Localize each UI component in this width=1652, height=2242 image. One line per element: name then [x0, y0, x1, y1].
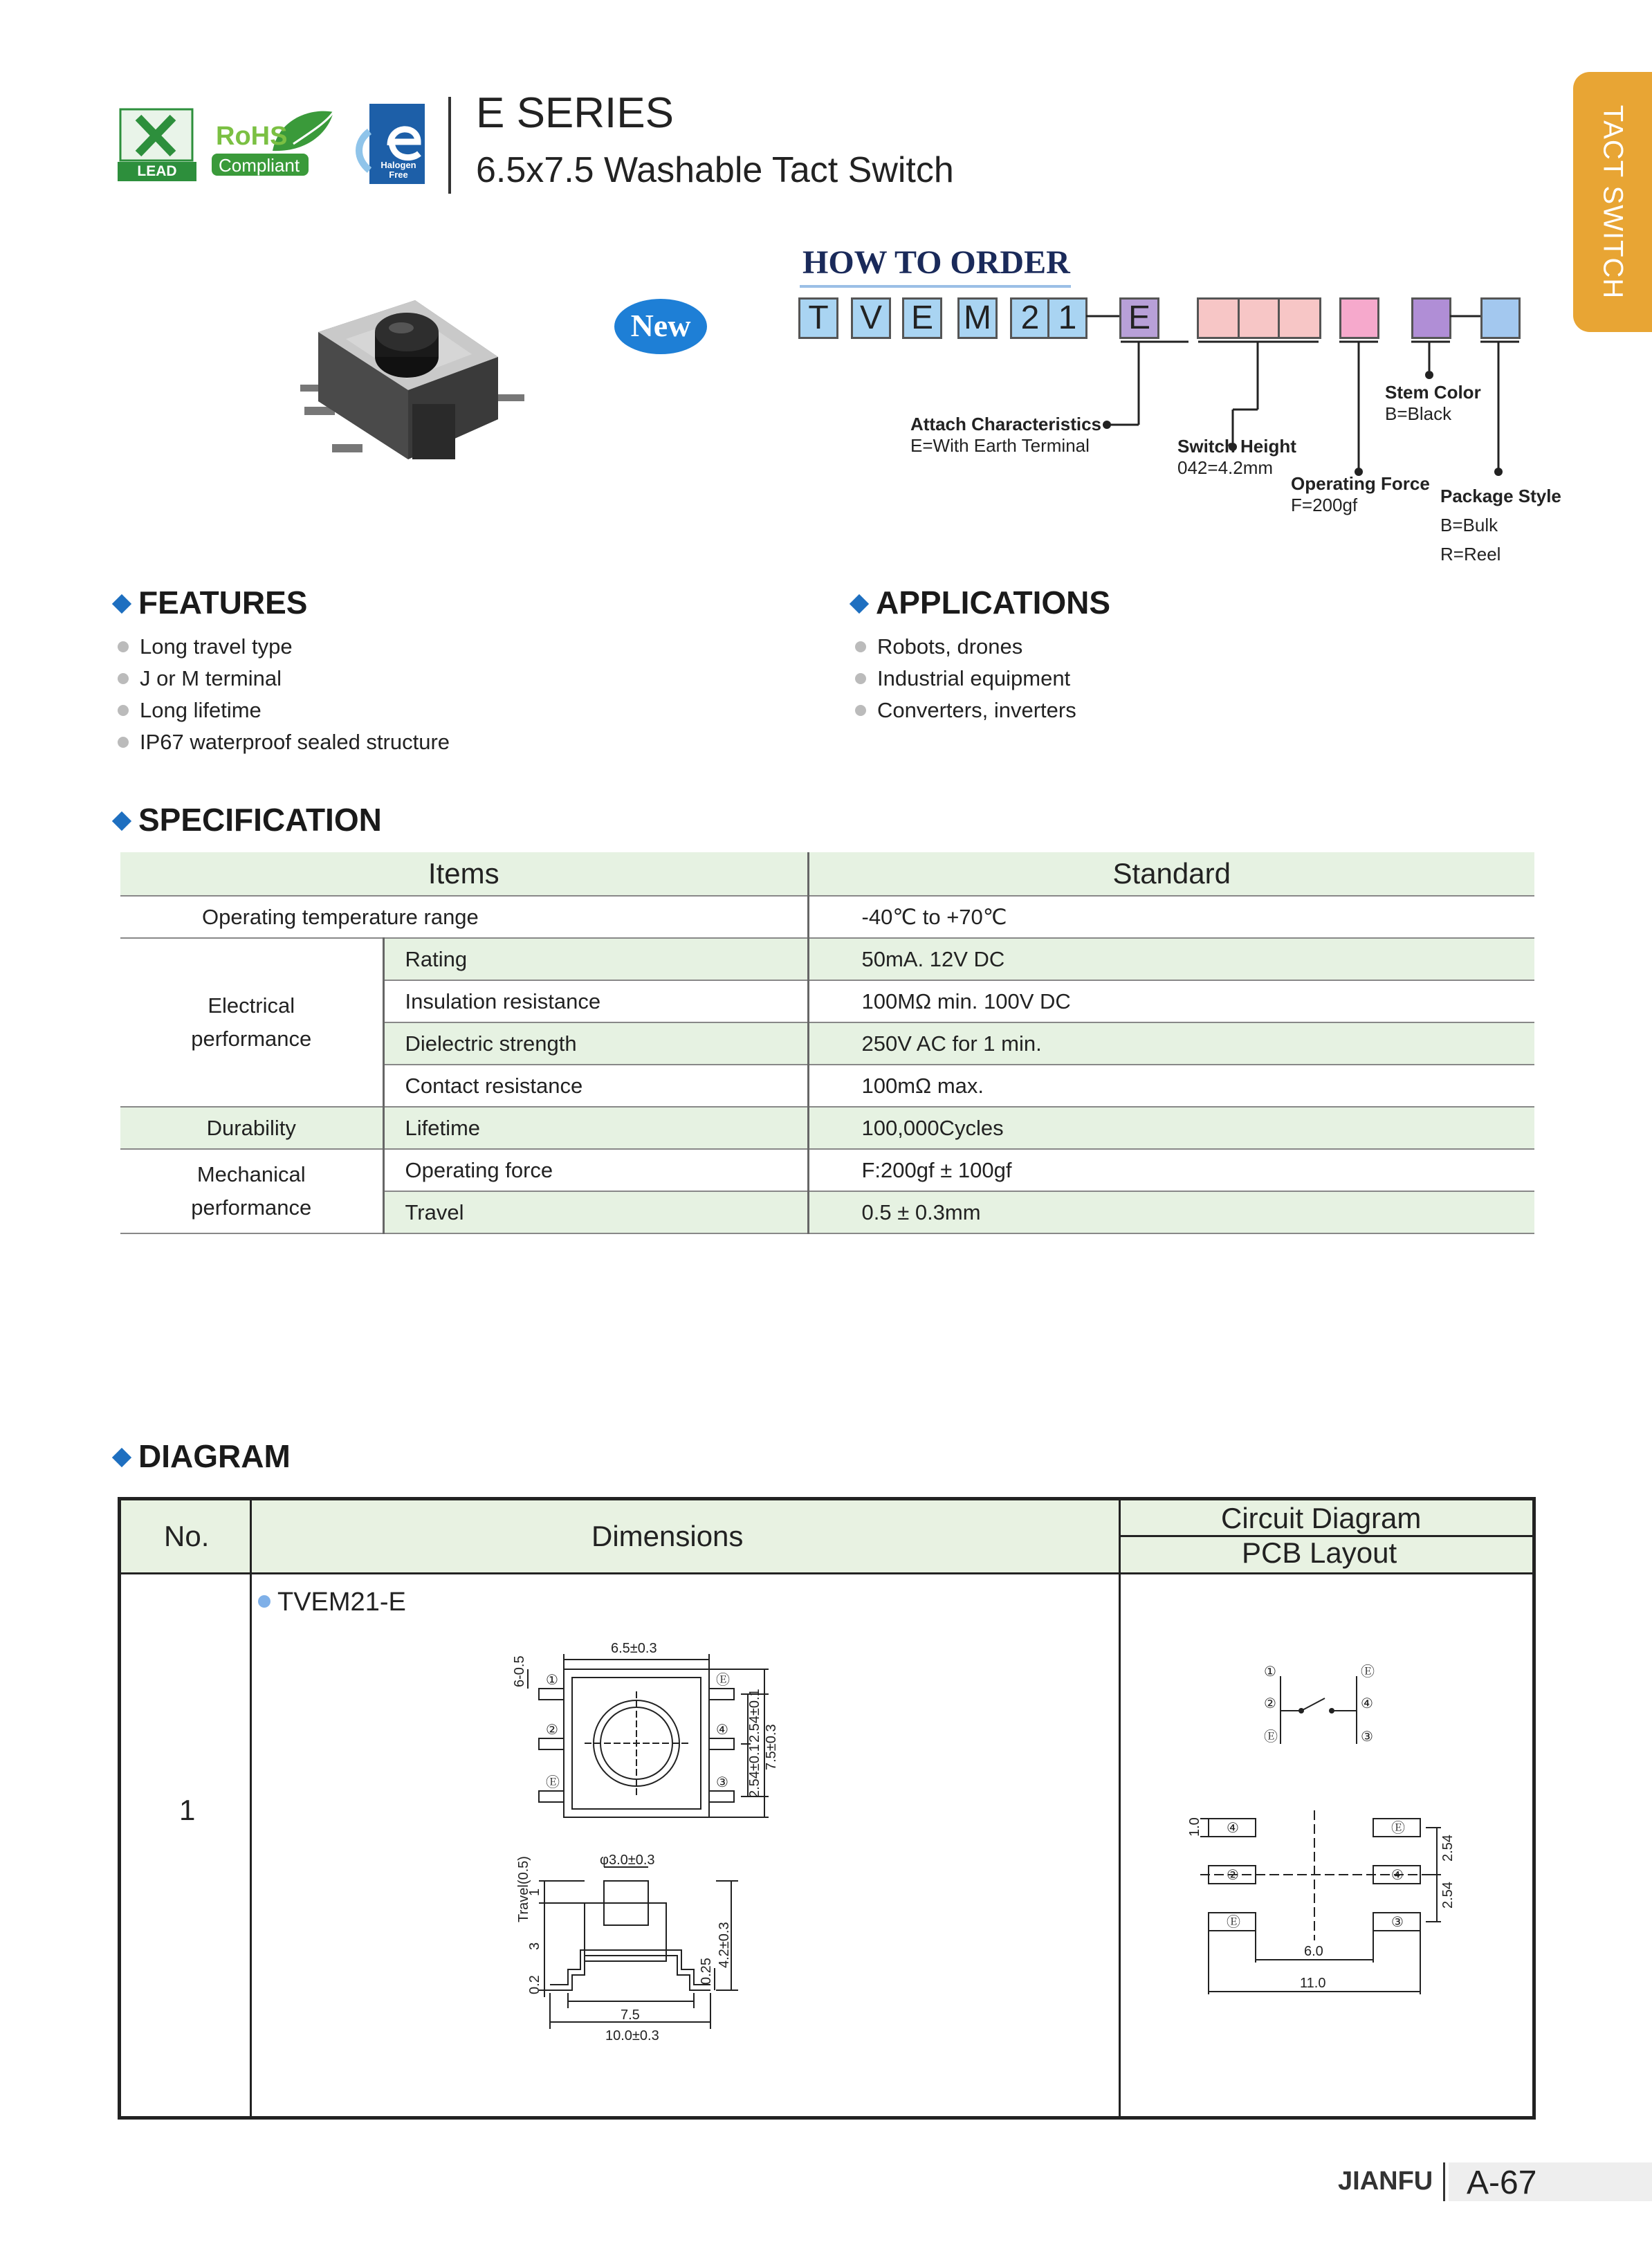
- spec-header-items: Items: [120, 852, 808, 896]
- diagram-header-no: No.: [164, 1520, 210, 1552]
- dim-1: 1: [527, 1888, 542, 1896]
- spec-label: Operating temperature range: [120, 896, 808, 938]
- pcb-dim-pitch-1: 2.54: [1440, 1835, 1456, 1862]
- side-tab-label: TACT SWITCH: [1597, 104, 1628, 300]
- spec-group-durability: Durability: [120, 1107, 383, 1149]
- height-title: Switch Height: [1177, 436, 1296, 457]
- side-view-drawing: [508, 1846, 785, 2075]
- header-divider: [448, 97, 451, 194]
- mechanical-label: Mechanical performance: [191, 1162, 312, 1220]
- rohs-logo: [210, 102, 342, 180]
- list-item: J or M terminal: [118, 663, 450, 695]
- diagram-header-pcb: PCB Layout: [1242, 1536, 1397, 1569]
- list-item: Industrial equipment: [855, 663, 1076, 695]
- applications-title: APPLICATIONS: [876, 585, 1111, 621]
- spec-table: [120, 852, 1534, 1234]
- specification-heading: [115, 801, 382, 838]
- force-title: Operating Force: [1291, 473, 1430, 494]
- circuit-pin: ①: [1264, 1664, 1276, 1680]
- spec-label: Dielectric strength: [383, 1022, 808, 1065]
- dim-0-25: 0.25: [699, 1958, 714, 1985]
- footer-brand: JIANFU: [1338, 2167, 1433, 2196]
- model-bullet-icon: [258, 1595, 270, 1608]
- spec-label: Operating force: [383, 1149, 808, 1191]
- pcb-dim-outer: 11.0: [1300, 1976, 1326, 1991]
- diagram-header-dimensions: Dimensions: [591, 1520, 744, 1552]
- circuit-pin: ②: [1264, 1696, 1276, 1711]
- pin-label: ②: [546, 1722, 558, 1738]
- diagram-header-circuit: Circuit Diagram: [1221, 1502, 1422, 1534]
- spec-value: F:200gf ± 100gf: [808, 1149, 1534, 1191]
- pcb-pin-label: Ⓔ: [1391, 1821, 1405, 1836]
- list-item: Robots, drones: [855, 631, 1076, 663]
- spec-label: Travel: [383, 1191, 808, 1233]
- code-box: T: [798, 297, 838, 339]
- dim-stem: φ3.0±0.3: [600, 1853, 655, 1868]
- new-badge: [614, 299, 707, 354]
- circuit-pin: ③: [1361, 1729, 1373, 1745]
- pcb-pin-label: ③: [1391, 1915, 1404, 1930]
- spec-value: 0.5 ± 0.3mm: [808, 1191, 1534, 1233]
- code-box: 1: [1047, 297, 1087, 339]
- code-box: E: [902, 297, 942, 339]
- package-title: Package Style: [1440, 486, 1561, 506]
- spec-header-standard: Standard: [808, 852, 1534, 896]
- code-box: 2: [1010, 297, 1050, 339]
- diagram-row-number: 1: [179, 1794, 196, 1826]
- list-item: Long travel type: [118, 631, 450, 663]
- rohs-label: RoHS: [216, 122, 288, 151]
- features-title: FEATURES: [138, 585, 308, 621]
- product-image: [291, 291, 526, 477]
- attach-title: Attach Characteristics: [910, 414, 1101, 434]
- dim-height: 4.2±0.3: [717, 1922, 732, 1968]
- halogen-free-logo: [356, 104, 425, 184]
- dim-pitch-2: 2.54±0.1: [747, 1689, 762, 1743]
- footer-page-box: [1449, 2162, 1652, 2201]
- circuit-pin: Ⓔ: [1264, 1729, 1278, 1745]
- pcb-pin-label: ②: [1227, 1868, 1239, 1883]
- spec-value: 250V AC for 1 min.: [808, 1022, 1534, 1065]
- applications-heading: [852, 584, 1110, 621]
- force-value: F=200gf: [1291, 495, 1358, 516]
- series-title: E SERIES: [476, 89, 674, 137]
- footer-page-number: A-67: [1467, 2165, 1537, 2201]
- model-label: [258, 1588, 406, 1617]
- halogen-free-label: Halogen Free: [380, 160, 416, 180]
- top-view-drawing: [508, 1632, 785, 1839]
- spec-value: 50mA. 12V DC: [808, 938, 1534, 980]
- spec-group-electrical: [120, 938, 383, 1107]
- pcb-pin-label: ④: [1227, 1821, 1239, 1836]
- pin-label: ④: [716, 1722, 728, 1738]
- spec-value: 100mΩ max.: [808, 1065, 1534, 1107]
- spec-value: 100,000Cycles: [808, 1107, 1534, 1149]
- pcb-dim-inner: 6.0: [1304, 1944, 1323, 1959]
- stem-value: B=Black: [1385, 403, 1452, 425]
- stem-color-label: [1385, 382, 1481, 425]
- pin-label: ①: [546, 1673, 558, 1688]
- spec-label: Lifetime: [383, 1107, 808, 1149]
- package-style-label: [1440, 481, 1561, 569]
- spec-value: 100MΩ min. 100V DC: [808, 980, 1534, 1022]
- model-name: TVEM21-E: [277, 1588, 406, 1617]
- pcb-pin-label: ④: [1391, 1868, 1404, 1883]
- spec-label: Rating: [383, 938, 808, 980]
- col-divider: [1119, 1500, 1121, 2116]
- pcb-pin-label: Ⓔ: [1227, 1915, 1240, 1930]
- how-to-order-underline: [800, 285, 1071, 288]
- list-item: Long lifetime: [118, 695, 450, 726]
- pin-label: ③: [716, 1775, 728, 1790]
- diagram-title: DIAGRAM: [138, 1438, 291, 1474]
- features-list: [118, 631, 450, 758]
- dim-travel: Travel(0.5): [516, 1856, 531, 1922]
- rohs-compliant-label: Compliant: [219, 155, 300, 176]
- code-box: M: [957, 297, 998, 339]
- pcb-layout: [1173, 1798, 1463, 2005]
- applications-list: [855, 631, 1076, 726]
- new-badge-label: New: [630, 308, 691, 343]
- how-to-order-title: HOW TO ORDER: [802, 244, 1070, 281]
- dim-pitch-1: 2.54±0.1: [747, 1744, 762, 1798]
- code-box: E: [1119, 297, 1159, 339]
- pin-label: Ⓔ: [546, 1775, 560, 1790]
- specification-title: SPECIFICATION: [138, 802, 382, 838]
- list-item: Converters, inverters: [855, 695, 1076, 726]
- circuit-pin: ④: [1361, 1696, 1373, 1711]
- spec-label: Insulation resistance: [383, 980, 808, 1022]
- diagram-table: [118, 1497, 1536, 2120]
- footer-divider: [1443, 2162, 1445, 2201]
- attach-value: E=With Earth Terminal: [910, 435, 1090, 457]
- dim-base: 7.5: [621, 2007, 640, 2023]
- col-divider: [250, 1500, 252, 2116]
- attach-characteristics-label: [910, 414, 1101, 457]
- stem-title: Stem Color: [1385, 382, 1481, 403]
- dim-top-width: 6.5±0.3: [611, 1641, 657, 1656]
- dim-3: 3: [527, 1942, 542, 1950]
- diamond-icon: [112, 1448, 131, 1467]
- electrical-label: Electrical performance: [191, 993, 312, 1051]
- dim-body-height: 7.5±0.3: [764, 1724, 779, 1770]
- list-item: IP67 waterproof sealed structure: [118, 726, 450, 758]
- circuit-diagram: [1228, 1662, 1394, 1766]
- diamond-icon: [112, 594, 131, 614]
- switch-height-label: [1177, 436, 1296, 479]
- diagram-heading: [115, 1437, 291, 1475]
- package-value-reel: R=Reel: [1440, 544, 1501, 564]
- operating-force-label: [1291, 473, 1430, 516]
- spec-value: -40℃ to +70℃: [808, 896, 1534, 938]
- lead-free-label: LEAD FREE: [137, 163, 177, 196]
- lead-free-logo: [118, 108, 196, 196]
- spec-group-mechanical: [120, 1149, 383, 1233]
- product-subtitle: 6.5x7.5 Washable Tact Switch: [476, 150, 954, 190]
- spec-label: Contact resistance: [383, 1065, 808, 1107]
- pcb-dim-pitch-2: 2.54: [1440, 1882, 1456, 1909]
- diamond-icon: [850, 594, 869, 614]
- diamond-icon: [112, 811, 131, 831]
- dim-0-2: 0.2: [527, 1975, 542, 1994]
- features-heading: [115, 584, 308, 621]
- height-value: 042=4.2mm: [1177, 457, 1274, 479]
- code-box: V: [851, 297, 891, 339]
- circuit-pin: Ⓔ: [1361, 1664, 1375, 1680]
- dim-pin-offset: 6-0.5: [512, 1655, 527, 1687]
- dim-overall: 10.0±0.3: [605, 2028, 659, 2043]
- pcb-dim-pin: 1.0: [1187, 1817, 1202, 1837]
- side-tab[interactable]: [1573, 72, 1652, 332]
- pin-label: Ⓔ: [716, 1673, 730, 1688]
- package-value-bulk: B=Bulk: [1440, 515, 1498, 535]
